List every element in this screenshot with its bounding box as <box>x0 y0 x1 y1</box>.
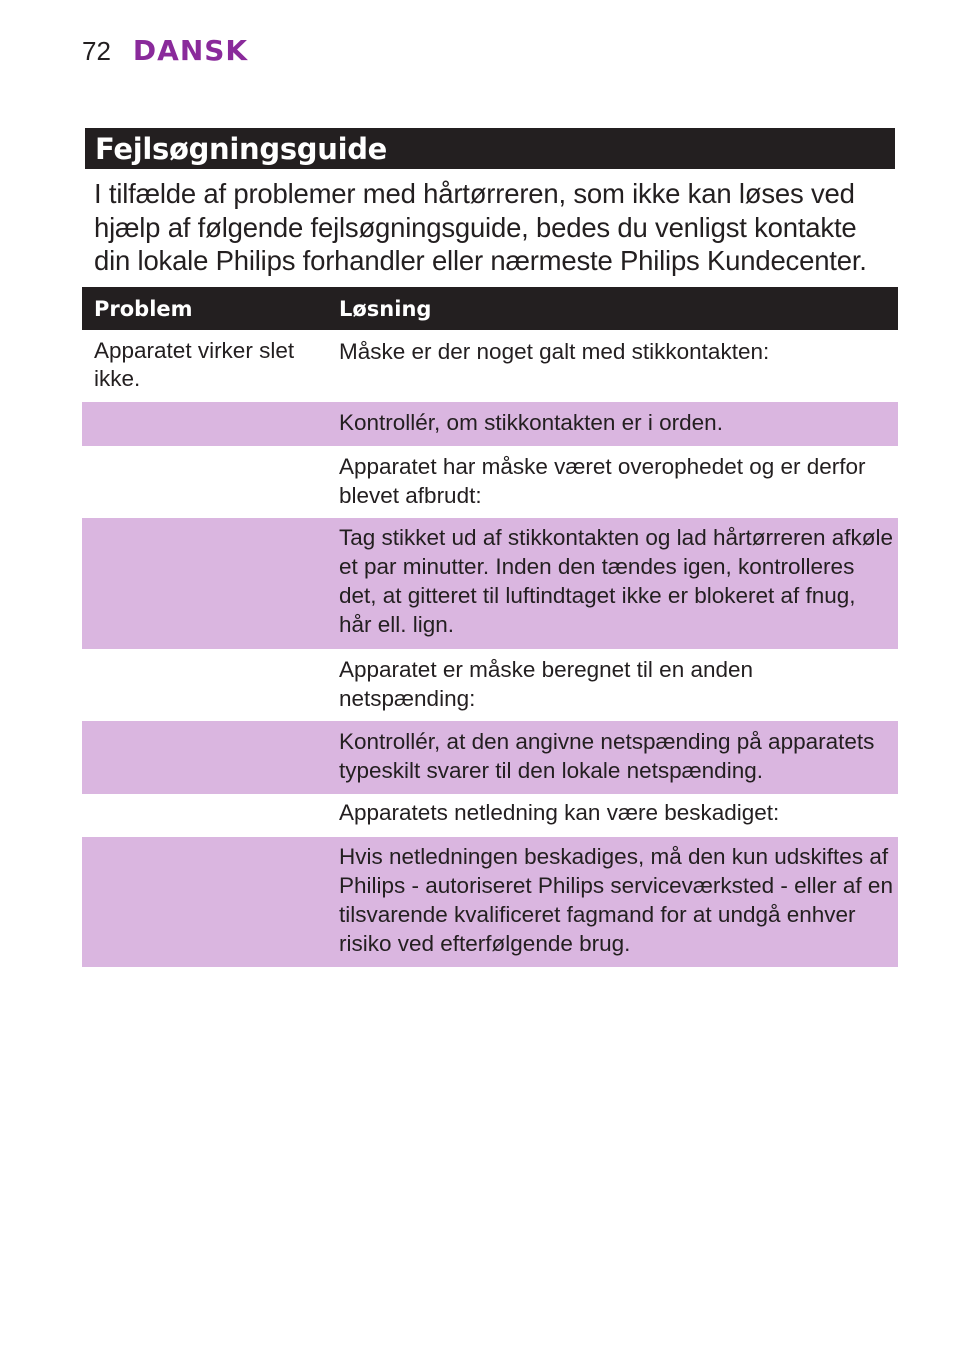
table-row <box>82 649 898 721</box>
page-number: 72 <box>82 36 111 66</box>
problem-cell <box>82 523 327 649</box>
section-title-bar <box>85 128 895 169</box>
table-row <box>82 721 898 794</box>
solution-cell: Kontrollér, om stikkontakten er i orden. <box>339 410 723 435</box>
problem-cell <box>82 798 327 837</box>
language-label: DANSK <box>132 34 249 67</box>
page-header <box>82 34 248 74</box>
problem-cell: Apparatet virker slet ikke. <box>94 338 295 391</box>
table-row <box>82 446 898 518</box>
section-title: Fejlsøgningsguide <box>95 131 388 166</box>
table-row <box>82 794 898 837</box>
problem-cell <box>82 408 327 446</box>
column-header-problem: Problem <box>94 296 193 321</box>
table-header-row <box>82 287 898 330</box>
column-header-solution: Løsning <box>339 296 432 321</box>
table-row <box>82 402 898 446</box>
table-row <box>82 837 898 967</box>
solution-cell: Hvis netledningen beskadiges, må den kun udskiftes af Philips - autoriseret Philips serviceværksted - eller af en tilsvarende kvalificeret fagmand for at undgå enhver risiko ved efterfølgende brug. <box>339 844 893 956</box>
solution-cell: Apparatet har måske været overophedet og er derfor blevet afbrudt: <box>339 454 866 508</box>
table-row <box>82 330 898 402</box>
troubleshooting-table <box>82 287 898 967</box>
table-row <box>82 518 898 649</box>
problem-cell <box>82 655 327 721</box>
problem-cell <box>82 727 327 794</box>
solution-cell: Tag stikket ud af stikkontakten og lad hårtørreren afkøle et par minutter. Inden den tændes igen, kontrolleres det, at gitteret til luftindtaget ikke er blokeret af fnug, hår ell. lign. <box>339 525 894 637</box>
solution-cell: Måske er der noget galt med stikkontakten: <box>339 339 770 364</box>
solution-cell: Apparatet er måske beregnet til en anden netspænding: <box>339 657 754 711</box>
problem-cell <box>82 842 327 967</box>
solution-cell: Kontrollér, at den angivne netspænding på apparatets typeskilt svarer til den lokale netspænding. <box>339 729 875 783</box>
solution-cell: Apparatets netledning kan være beskadiget: <box>339 800 780 825</box>
intro-paragraph: I tilfælde af problemer med hårtørreren, som ikke kan løses ved hjælp af følgende fejlsøgningsguide, bedes du venligst kontakte din lokale Philips forhandler eller nærmeste Philips Kundecenter. <box>94 178 867 276</box>
problem-cell <box>82 452 327 518</box>
